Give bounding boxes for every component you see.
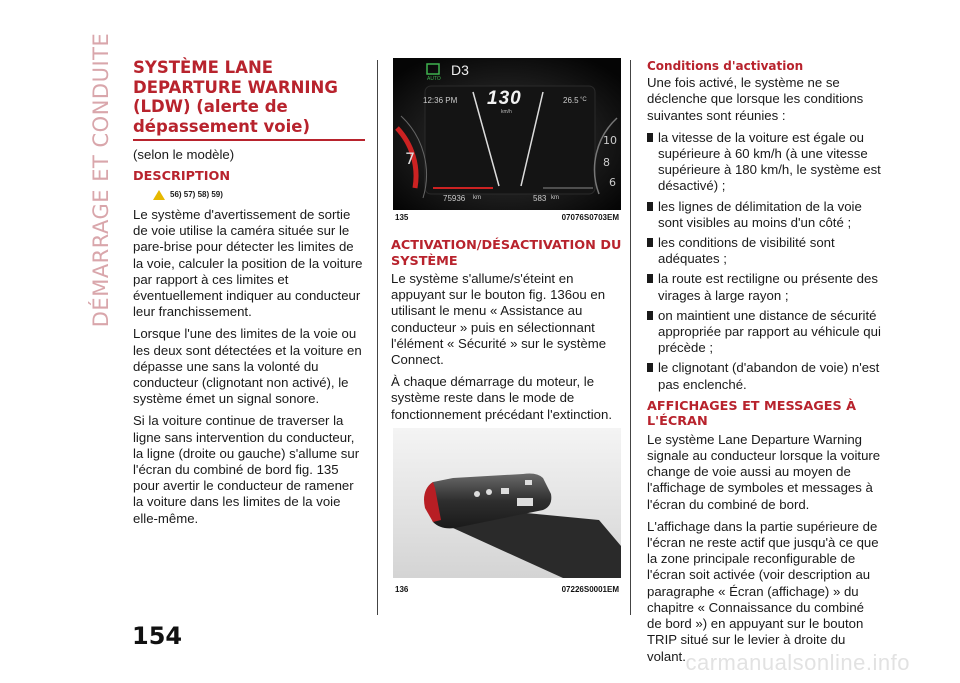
cluster-temperature: 26.5 xyxy=(563,96,579,105)
figure-135-code: 07076S0703EM xyxy=(561,213,619,222)
activation-paragraph: À chaque démarrage du moteur, le système reste dans le mode de fonctionnement précédant l'extinction. xyxy=(391,374,612,422)
activation-heading: ACTIVATION/DÉSACTIVATION DU SYSTÈME xyxy=(391,238,622,269)
footer-watermark: carmanualsonline.info xyxy=(685,650,910,675)
cluster-range-unit: km xyxy=(551,195,559,201)
conditions-heading: Conditions d'activation xyxy=(647,59,804,73)
figure-136-code: 07226S0001EM xyxy=(561,585,619,594)
warning-refs-text: 56) 57) 58) 59) xyxy=(170,189,223,199)
bullet-square-icon xyxy=(647,363,653,372)
column-middle xyxy=(391,238,623,429)
cluster-odometer: 75936 xyxy=(443,194,466,203)
figure-136-stalk xyxy=(393,428,621,578)
stalk-image xyxy=(393,428,621,578)
model-note: (selon le modèle) xyxy=(133,147,235,162)
cluster-speed: 130 xyxy=(487,88,522,109)
figure-135-number: 135 xyxy=(395,213,409,222)
cluster-temperature-unit: °C xyxy=(580,97,587,103)
cluster-auto-label: AUTO xyxy=(427,76,441,82)
figure-135-caption xyxy=(395,213,619,222)
column-divider-2 xyxy=(630,60,631,615)
description-paragraph: Le système d'avertissement de sortie de voie utilise la caméra située sur le pare-brise pour détecter les limites de la voie, calculer la position de la voiture par rapport à ces limites et éventuellement indiquer au conducteur leur franchissement. xyxy=(133,206,363,320)
description-paragraph: Lorsque l'une des limites de la voie ou les deux sont détectées et la voiture en dépasse une sans la volonté du conducteur (clignotant non activé), le système émet un signal sonore. xyxy=(133,326,362,407)
column-divider-1 xyxy=(377,60,378,615)
bullet-square-icon xyxy=(647,133,653,142)
description-paragraph: Si la voiture continue de traverser la ligne sans intervention du conducteur, la ligne (droite ou gauche) s'allume sur l'écran du combiné de bord fig. 135 pour avertir le conducteur de ramener la voiture dans les limites de la voie elle-même. xyxy=(133,413,360,526)
cluster-gear: D3 xyxy=(451,62,469,78)
conditions-intro: Une fois activé, le système ne se déclenche que lorsque les conditions suivantes sont réunies : xyxy=(647,75,864,123)
figure-136-caption xyxy=(395,585,619,594)
condition-item: la vitesse de la voiture est égale ou supérieure à 60 km/h (à une vitesse supérieure à 180 km/h, le système est désactivé) ; xyxy=(647,130,881,195)
section-title: SYSTÈME LANE DEPARTURE WARNING (LDW) (alerte de dépassement voie) xyxy=(133,58,338,136)
condition-item: on maintient une distance de sécurité appropriée par rapport au véhicule qui précède ; xyxy=(647,308,881,357)
display-paragraph: L'affichage dans la partie supérieure de l'écran ne reste actif que jusqu'à ce que la zone principale reconfigurable de l'écran soit activée (voir description au paragraphe « Écran (affichage) » du chapitre « Connaissance du combiné de bord ») en appuyant sur le bouton TRIP situé sur le levier à droite du volant. xyxy=(647,518,879,664)
column-left xyxy=(133,58,367,533)
warning-triangle-icon xyxy=(153,190,165,200)
condition-item: les lignes de délimitation de la voie sont visibles au moins d'un côté ; xyxy=(647,199,881,231)
svg-text:8: 8 xyxy=(603,156,610,169)
condition-item: les conditions de visibilité sont adéquates ; xyxy=(647,235,881,267)
svg-text:7: 7 xyxy=(405,149,416,168)
description-heading: DESCRIPTION xyxy=(133,169,231,185)
bullet-square-icon xyxy=(647,238,653,247)
column-right xyxy=(647,58,881,671)
chapter-side-title-text: DÉMARRAGE ET CONDUITE xyxy=(89,32,113,328)
condition-item: la route est rectiligne ou présente des virages à large rayon ; xyxy=(647,271,881,303)
bullet-square-icon xyxy=(647,311,653,320)
condition-item: le clignotant (d'abandon de voie) n'est pas enclenché. xyxy=(647,360,881,392)
bullet-square-icon xyxy=(647,274,653,283)
figure-136-number: 136 xyxy=(395,585,409,594)
display-heading: AFFICHAGES ET MESSAGES À L'ÉCRAN xyxy=(647,398,857,430)
figure-135-cluster xyxy=(393,58,621,210)
svg-text:10: 10 xyxy=(603,134,617,147)
cluster-speed-unit: km/h xyxy=(501,109,512,115)
cluster-range: 583 xyxy=(533,194,547,203)
warning-refs xyxy=(153,187,367,203)
cluster-odometer-unit: km xyxy=(473,195,481,201)
cluster-clock: 12:36 PM xyxy=(423,96,458,105)
svg-text:6: 6 xyxy=(609,176,616,189)
bullet-square-icon xyxy=(647,202,653,211)
section-rule xyxy=(133,139,365,141)
page-number: 154 xyxy=(132,622,183,650)
display-paragraph: Le système Lane Departure Warning signale au conducteur lorsque la voiture change de voie aussi au moyen de l'affichage de symboles et messages à l'écran du combiné de bord. xyxy=(647,431,881,512)
chapter-side-title xyxy=(84,32,118,328)
activation-paragraph: Le système s'allume/s'éteint en appuyant sur le bouton fig. 136ou en utilisant le menu « Assistance au conducteur » puis en sélectionnant l'élément « Sécurité » sur le système Connect. xyxy=(391,271,607,368)
